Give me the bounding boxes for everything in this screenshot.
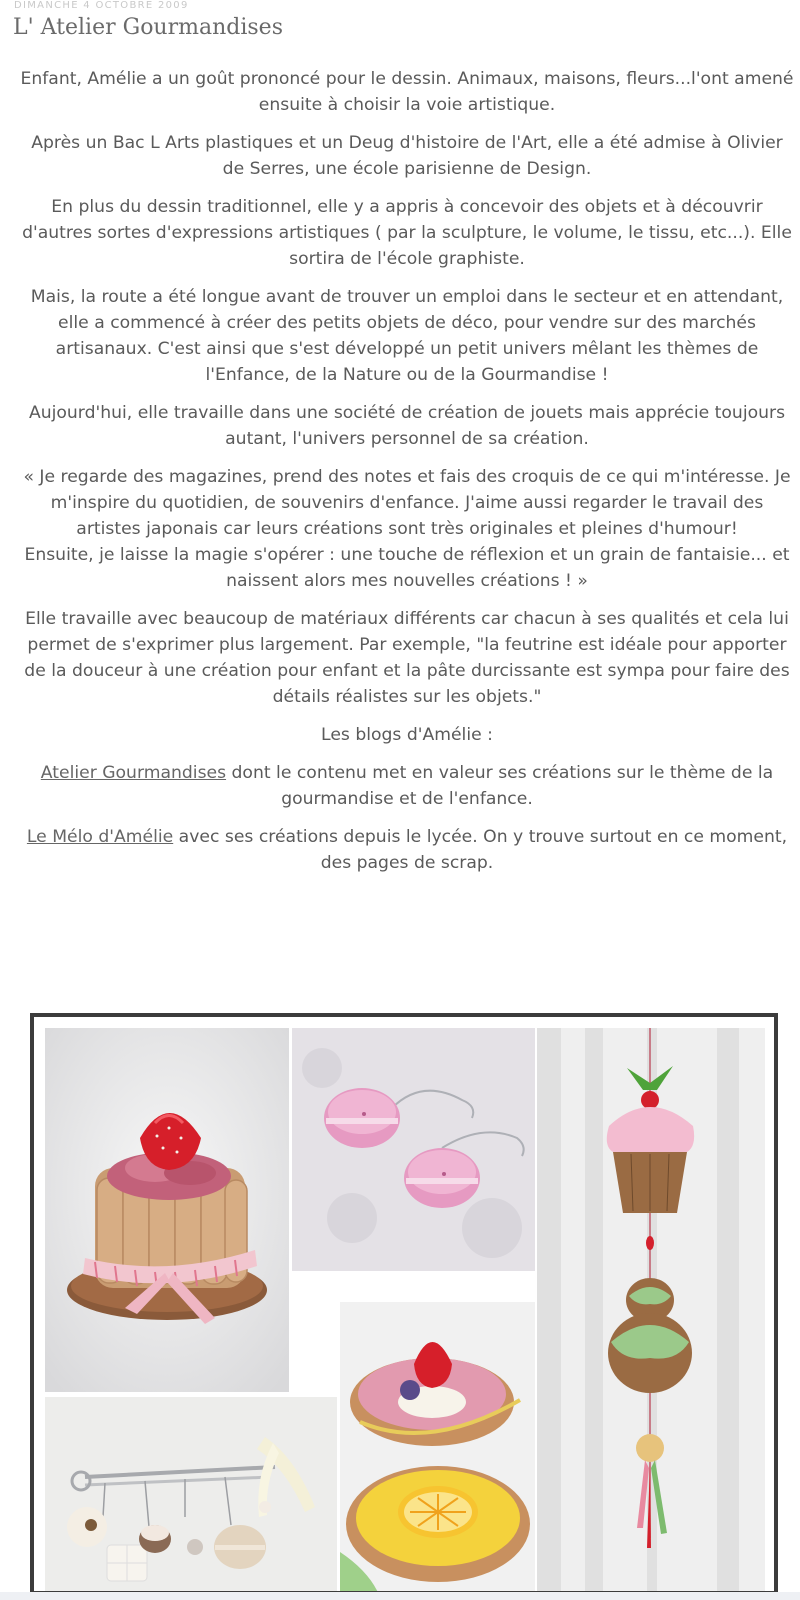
macaron-earrings-photo — [292, 1028, 535, 1271]
atelier-gourmandises-link[interactable]: Atelier Gourmandises — [40, 763, 227, 783]
paragraph-materials: Elle travaille avec beaucoup de matériaux différents car chacun à ses qualités et cela lui permet de s'exprimer plus largement. Par exemple, "la feutrine est idéale pour apporter de la douceur à une création pour enfant et la pâte durcissante est sympa pour faire des détails réalistes sur les objets." — [24, 609, 790, 707]
tarts-photo — [340, 1302, 535, 1595]
paragraph-studies: Après un Bac L Arts plastiques et un Deug d'histoire de l'Art, elle a été admise à Olivier de Serres, une école parisienne de Design. — [31, 133, 783, 179]
blog-item-atelier — [18, 760, 796, 812]
quote-line-1: « Je regarde des magazines, prend des notes et fais des croquis de ce qui m'intéresse. Je m'inspire du quotidien, de souvenirs d'enfance. J'aime aussi regarder le travail des artistes japonais car leurs créations sont très originales et pleines d'humour! — [23, 467, 791, 539]
post-title[interactable]: L' Atelier Gourmandises — [13, 15, 283, 40]
paragraph-childhood: Enfant, Amélie a un goût prononcé pour le dessin. Animaux, maisons, fleurs...l'ont amené ensuite à choisir la voie artistique. — [20, 69, 794, 115]
melo-amelie-link[interactable]: Le Mélo d'Amélie — [26, 827, 174, 847]
post-date: DIMANCHE 4 OCTOBRE 2009 — [14, 0, 189, 11]
bottom-scroll-edge — [0, 1592, 800, 1600]
paragraph-career: Mais, la route a été longue avant de trouver un emploi dans le secteur et en attendant, elle a commencé à créer des petits objets de déco, pour vendre sur des marchés artisanaux. C'est ainsi que s'est développé un petit univers mêlant les thèmes de l'Enfance, de la Nature ou de la Gourmandise ! — [30, 287, 784, 385]
quote-line-2: Ensuite, je laisse la magie s'opérer : une touche de réflexion et un grain de fantaisie... et naissent alors mes nouvelles créations ! » — [24, 545, 790, 591]
paragraph-training: En plus du dessin traditionnel, elle y a appris à concevoir des objets et à découvrir d'autres sortes d'expressions artistiques ( par la sculpture, le volume, le tissu, etc...). Elle sortira de l'école graphiste. — [22, 197, 792, 269]
charm-brooch-photo — [45, 1397, 337, 1595]
blog-item-melo — [18, 824, 796, 876]
paragraph-quote — [18, 464, 796, 594]
blogs-heading: Les blogs d'Amélie : — [321, 725, 493, 745]
post-body — [18, 66, 796, 888]
charlotte-cake-photo — [45, 1028, 289, 1392]
felt-garland-photo — [537, 1028, 765, 1593]
photo-collage[interactable] — [30, 1013, 778, 1595]
blog-description-melo: avec ses créations depuis le lycée. On y trouve surtout en ce moment, des pages de scrap. — [173, 827, 788, 873]
blog-description-atelier: dont le contenu met en valeur ses créations sur le thème de la gourmandise et de l'enfance. — [226, 763, 774, 809]
paragraph-today: Aujourd'hui, elle travaille dans une société de création de jouets mais apprécie toujours autant, l'univers personnel de sa création. — [28, 403, 786, 449]
